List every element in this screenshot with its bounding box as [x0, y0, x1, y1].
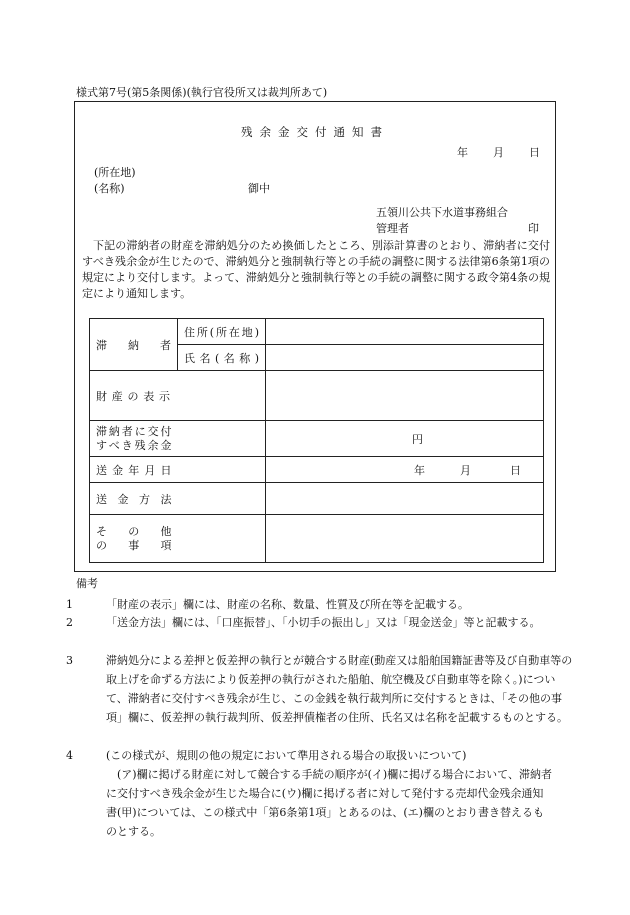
seal-mark: 印: [528, 222, 539, 235]
notes-heading: 備考: [76, 577, 98, 590]
note-item-3: [66, 651, 573, 727]
recipient-address-label: (所在地): [94, 166, 136, 179]
surplus-label: [90, 421, 178, 457]
remit-method-label-pad: [178, 483, 266, 515]
remit-date-label-pad: [178, 457, 266, 483]
issuer-organization: 五領川公共下水道事務組合: [376, 206, 508, 219]
other-line1: そ の 他: [96, 524, 172, 538]
date-year: 年: [457, 146, 468, 159]
surplus-label-pad: [178, 421, 266, 457]
note-text: 滞納処分による差押と仮差押の執行とが競合する財産(動産又は船舶国籍証書等及び自動車等の取上げを命ずる方法により仮差押の執行がされた船舶、航空機及び自動車等を除く。)について、滞納者に交付すべき残余が生じ、この金銭を執行裁判所に交付するときは、「その他の事項」欄に、仮差押の執行裁判所、仮差押債権者の住所、氏名又は名称を記載するものとする。: [106, 654, 573, 724]
other-matters-label: [90, 515, 178, 563]
recipient-name-label: (名称): [94, 182, 125, 195]
document-title: 残余金交付通知書: [241, 125, 389, 139]
form-number-label: 様式第7号(第5条関係)(執行官役所又は裁判所あて): [76, 86, 328, 99]
yen-unit: 円: [412, 432, 423, 446]
note-item-2: [66, 613, 573, 632]
note-num: 2: [66, 616, 73, 629]
property-label-text: 財産の表示: [96, 389, 170, 403]
other-matters-value: [266, 515, 544, 563]
delinquent-label: 滞 納 者: [90, 319, 178, 371]
delinquent-address-label: 住所(所在地): [178, 319, 266, 345]
surplus-label-line1: 滞納者に交付: [96, 424, 172, 438]
remit-month: 月: [460, 464, 471, 477]
note-text: 「財産の表示」欄には、財産の名称、数量、性質及び所在等を記載する。: [106, 598, 469, 611]
note-item-4-detail: (ア)欄に掲げる財産に対して競合する手続の順序が(イ)欄に掲げる場合において、滞納者に交付すべき残余金が生じた場合に(ウ)欄に掲げる者に対して発付する売却代金残余通知書(甲)については、この様式中「第6条第1項」とあるのは、(エ)欄のとおり書き替えるものとする。: [106, 768, 552, 838]
note-item-4: [66, 746, 573, 765]
property-value: [266, 371, 544, 421]
note-text: 「送金方法」欄には、「口座振替」、「小切手の振出し」又は「現金送金」等と記載する。: [106, 616, 541, 629]
property-label: [90, 371, 266, 421]
delinquent-name-label: 氏名(名称): [178, 345, 266, 371]
note-item-1: [66, 595, 573, 614]
delinquent-name-value: [266, 345, 544, 371]
issuer-title: 管理者: [376, 222, 409, 235]
notice-details-table: [89, 318, 544, 563]
notice-body-text: 下記の滞納者の財産を滞納処分のため換価したところ、別添計算書のとおり、滞納者に交付すべき残余金が生じたので、滞納処分と強制執行等との手続の調整に関する法律第6条第1項の規定により交付します。よって、滞納処分と強制執行等との手続の調整に関する政令第4条の規定により通知します。: [82, 239, 550, 300]
delinquent-address-value: [266, 319, 544, 345]
honorific: 御中: [248, 182, 270, 195]
surplus-label-line2: すべき残余金: [96, 438, 172, 452]
date-day: 日: [529, 146, 540, 159]
note-num: 1: [66, 598, 73, 611]
remit-day: 日: [510, 464, 521, 477]
surplus-value: [266, 421, 544, 457]
date-month: 月: [493, 146, 504, 159]
remit-date-label: 送金年月日: [90, 457, 178, 483]
remit-year: 年: [414, 464, 425, 477]
remit-method-label: 送金方法: [90, 483, 178, 515]
note-text: (この様式が、規則の他の規定において準用される場合の取扱いについて): [106, 749, 467, 762]
other-matters-label-pad: [178, 515, 266, 563]
note-num: 3: [66, 654, 73, 667]
remit-date-value: [266, 457, 544, 483]
other-line2: の 事 項: [96, 538, 172, 552]
note-num: 4: [66, 749, 73, 762]
remit-method-value: [266, 483, 544, 515]
